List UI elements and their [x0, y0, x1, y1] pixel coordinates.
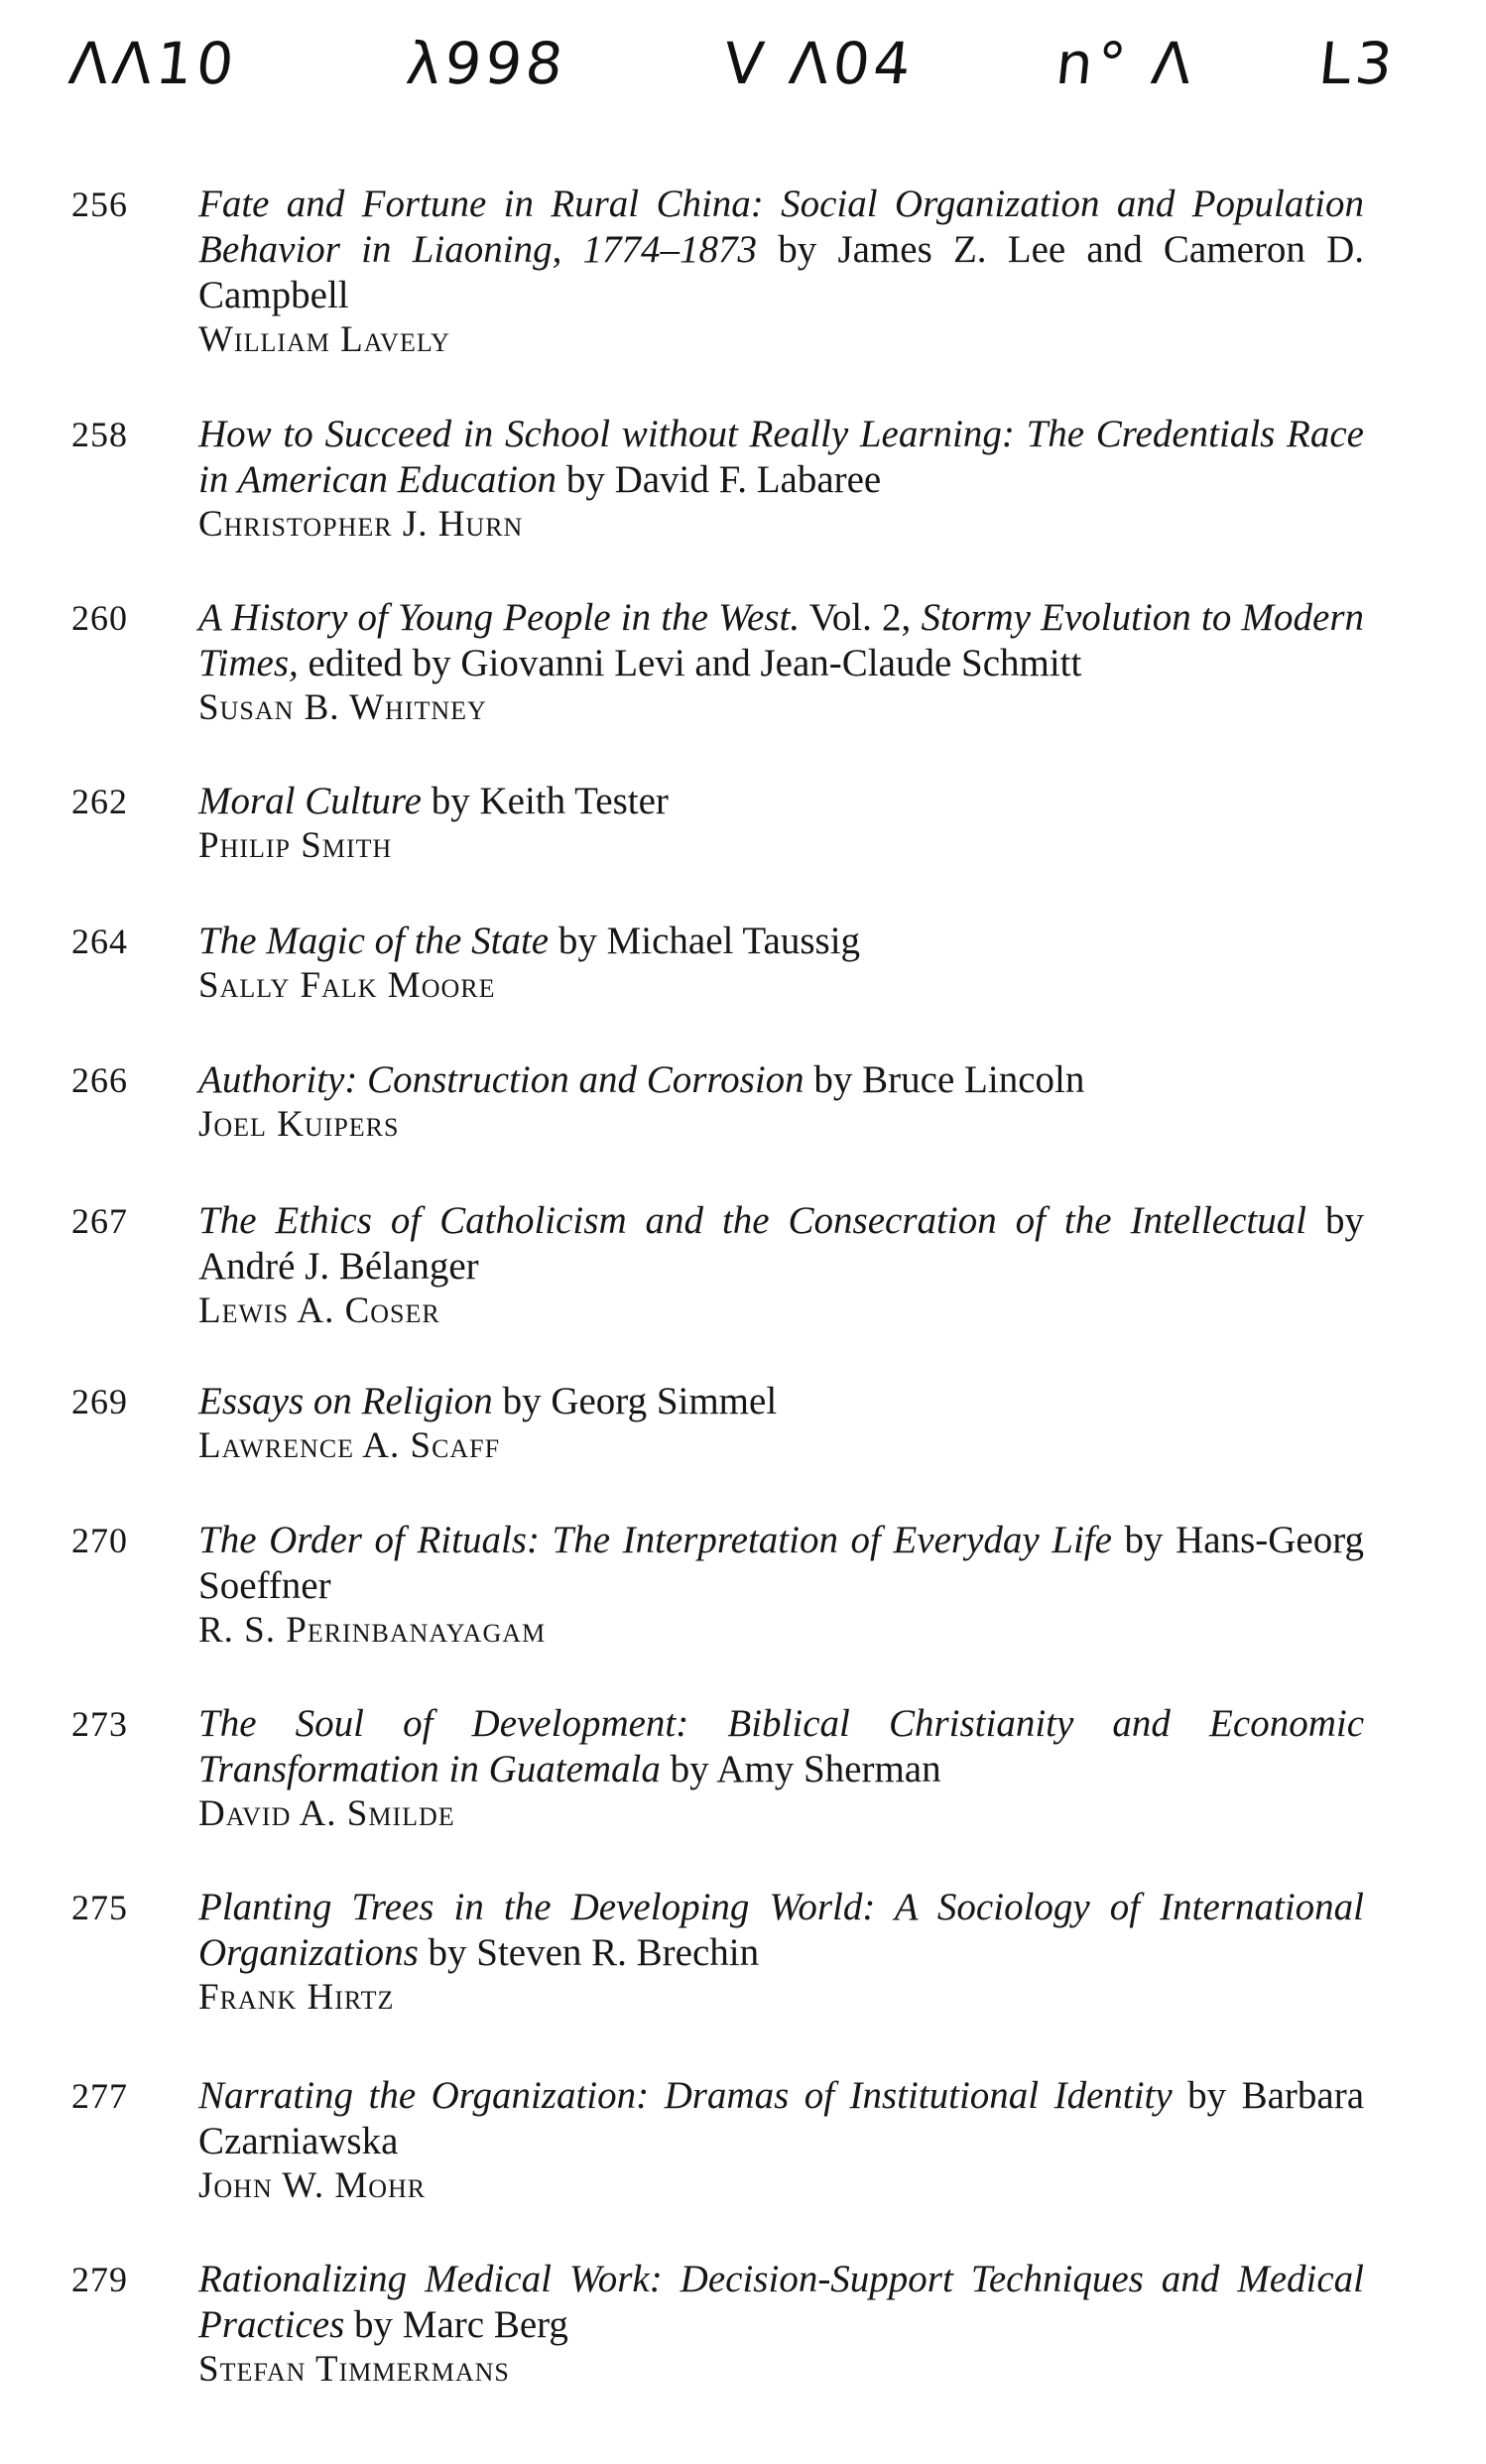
reviewer-name: Sally Falk Moore	[198, 965, 496, 1006]
page-number: 275	[71, 1888, 128, 1927]
book-byline: by Barbara Czarniawska	[198, 2074, 1364, 2162]
page-number: 266	[71, 1060, 128, 1100]
reviewer-name: Stefan Timmermans	[198, 2349, 510, 2390]
page-number: 260	[71, 598, 128, 638]
reviewer-name: Susan B. Whitney	[198, 687, 487, 728]
review-entry-body	[198, 1701, 1364, 1836]
review-entry-body	[198, 2073, 1364, 2208]
volume-number: Vol. 2,	[800, 596, 922, 639]
reviewer-name: R. S. Perinbanayagam	[198, 1610, 547, 1651]
review-entry-body	[198, 1379, 1364, 1468]
reviewer-name: Lawrence A. Scaff	[198, 1425, 501, 1466]
book-byline: by Marc Berg	[344, 2303, 568, 2346]
review-entry-body	[198, 919, 1364, 1008]
page-number: 267	[71, 1201, 128, 1241]
review-entry-body	[198, 1057, 1364, 1147]
book-title: The Soul of Development: Biblical Christianity and Economic Transformation in Guatemala	[198, 1702, 1364, 1790]
book-byline: by Steven R. Brechin	[418, 1931, 760, 1974]
book-title: Rationalizing Medical Work: Decision-Support Techniques and Medical Practices	[198, 2258, 1364, 2346]
review-entry-body	[198, 779, 1364, 868]
review-entry-body	[198, 1198, 1364, 1333]
review-entry-body	[198, 595, 1364, 730]
book-byline: by Michael Taussig	[549, 920, 861, 962]
book-title: A History of Young People in the West.	[198, 596, 801, 639]
handwritten-note-part: V Λ04	[720, 30, 919, 97]
book-byline: by David F. Labaree	[557, 458, 882, 501]
book-title: The Ethics of Catholicism and the Consecration of the Intellectual	[198, 1199, 1307, 1242]
book-byline: by Hans-Georg Soeffner	[198, 1519, 1364, 1607]
review-entry-body	[198, 1518, 1364, 1653]
page-number: 273	[71, 1704, 128, 1744]
reviewer-name: Lewis A. Coser	[198, 1291, 440, 1331]
page-number: 279	[71, 2260, 128, 2299]
reviewer-name: David A. Smilde	[198, 1793, 455, 1834]
handwritten-note-part: n° Λ	[1053, 30, 1199, 97]
page-number: 258	[71, 415, 128, 454]
book-byline: edited by Giovanni Levi and Jean-Claude Schmitt	[298, 642, 1082, 684]
reviewer-name: John W. Mohr	[198, 2165, 427, 2206]
page-number: 277	[71, 2076, 128, 2116]
book-title: Moral Culture	[198, 780, 422, 822]
page-number: 270	[71, 1521, 128, 1560]
book-title: Essays on Religion	[198, 1380, 493, 1422]
reviewer-name: Joel Kuipers	[198, 1104, 400, 1145]
book-title: Planting Trees in the Developing World: A Sociology of International Organizations	[198, 1886, 1364, 1974]
book-byline: by Georg Simmel	[492, 1380, 778, 1422]
book-title: The Order of Rituals: The Interpretation of Everyday Life	[198, 1519, 1112, 1561]
handwritten-note-part: λ998	[403, 30, 570, 97]
reviewer-name: Christopher J. Hurn	[198, 504, 524, 545]
book-byline: by Amy Sherman	[660, 1748, 941, 1790]
reviewer-name: William Lavely	[198, 319, 450, 360]
review-entry-body	[198, 182, 1364, 362]
book-byline: by Bruce Lincoln	[804, 1058, 1085, 1101]
handwritten-note-part: ΛΛ10	[65, 30, 241, 97]
review-entry-body	[198, 1885, 1364, 2020]
book-title: Authority: Construction and Corrosion	[198, 1058, 805, 1101]
book-byline: by Keith Tester	[421, 780, 669, 822]
review-entry-body	[198, 2257, 1364, 2392]
page-number: 262	[71, 782, 128, 821]
book-byline: by André J. Bélanger	[198, 1199, 1365, 1288]
handwritten-note-part: L3	[1315, 30, 1400, 97]
reviewer-name: Philip Smith	[198, 825, 393, 866]
reviewer-name: Frank Hirtz	[198, 1977, 395, 2018]
page-number: 269	[71, 1382, 128, 1421]
page-number: 264	[71, 922, 128, 961]
book-title: Narrating the Organization: Dramas of Institutional Identity	[198, 2074, 1173, 2117]
review-entry-body	[198, 412, 1364, 547]
page-number: 256	[71, 185, 128, 224]
book-byline: by James Z. Lee and Cameron D. Campbell	[198, 228, 1364, 316]
book-title: How to Succeed in School without Really Learning: The Credentials Race in American Education	[198, 413, 1364, 501]
book-subtitle: Stormy Evolution to Modern Times,	[198, 596, 1364, 684]
book-title: Fate and Fortune in Rural China: Social Organization and Population Behavior in Liaoning, 1774–1873	[198, 183, 1364, 271]
book-title: The Magic of the State	[198, 920, 550, 962]
